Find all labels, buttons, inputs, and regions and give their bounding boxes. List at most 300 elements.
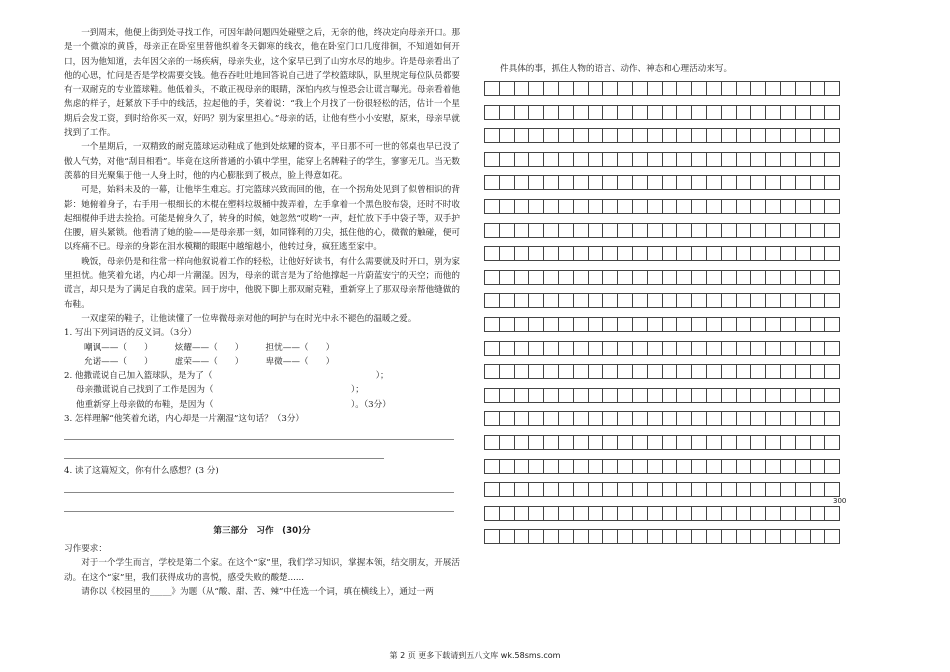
grid-cell[interactable] xyxy=(737,176,752,189)
grid-cell[interactable] xyxy=(618,365,633,378)
grid-cell[interactable] xyxy=(825,436,840,449)
grid-cell[interactable] xyxy=(707,129,722,142)
grid-cell[interactable] xyxy=(663,247,678,260)
grid-cell[interactable] xyxy=(692,82,707,95)
grid-cell[interactable] xyxy=(825,271,840,284)
grid-cell[interactable] xyxy=(663,530,678,543)
grid-cell[interactable] xyxy=(825,294,840,307)
grid-cell[interactable] xyxy=(811,82,826,95)
grid-cell[interactable] xyxy=(722,436,737,449)
grid-cell[interactable] xyxy=(648,389,663,402)
grid-cell[interactable] xyxy=(811,200,826,213)
grid-cell[interactable] xyxy=(500,176,515,189)
grid-cell[interactable] xyxy=(692,224,707,237)
grid-cell[interactable] xyxy=(589,460,604,473)
grid-cell[interactable] xyxy=(500,247,515,260)
grid-cell[interactable] xyxy=(618,224,633,237)
grid-cell[interactable] xyxy=(603,342,618,355)
grid-cell[interactable] xyxy=(825,530,840,543)
grid-cell[interactable] xyxy=(781,129,796,142)
grid-cell[interactable] xyxy=(633,412,648,425)
grid-cell[interactable] xyxy=(677,129,692,142)
grid-cell[interactable] xyxy=(781,247,796,260)
grid-cell[interactable] xyxy=(618,318,633,331)
grid-cell[interactable] xyxy=(677,436,692,449)
grid-cell[interactable] xyxy=(589,129,604,142)
grid-cell[interactable] xyxy=(648,271,663,284)
grid-cell[interactable] xyxy=(574,436,589,449)
grid-cell[interactable] xyxy=(648,294,663,307)
grid-cell[interactable] xyxy=(589,365,604,378)
grid-cell[interactable] xyxy=(648,483,663,496)
grid-cell[interactable] xyxy=(781,342,796,355)
grid-cell[interactable] xyxy=(618,271,633,284)
grid-cell[interactable] xyxy=(825,460,840,473)
grid-cell[interactable] xyxy=(559,271,574,284)
grid-cell[interactable] xyxy=(633,129,648,142)
grid-cell[interactable] xyxy=(722,342,737,355)
grid-cell[interactable] xyxy=(485,294,500,307)
grid-cell[interactable] xyxy=(707,82,722,95)
grid-cell[interactable] xyxy=(677,483,692,496)
grid-cell[interactable] xyxy=(544,507,559,520)
grid-cell[interactable] xyxy=(633,436,648,449)
grid-cell[interactable] xyxy=(648,106,663,119)
grid-cell[interactable] xyxy=(796,200,811,213)
grid-cell[interactable] xyxy=(633,365,648,378)
grid-cell[interactable] xyxy=(529,153,544,166)
grid-cell[interactable] xyxy=(485,271,500,284)
grid-cell[interactable] xyxy=(722,129,737,142)
grid-cell[interactable] xyxy=(500,389,515,402)
grid-cell[interactable] xyxy=(692,365,707,378)
grid-cell[interactable] xyxy=(544,129,559,142)
grid-cell[interactable] xyxy=(603,200,618,213)
grid-cell[interactable] xyxy=(825,153,840,166)
grid-cell[interactable] xyxy=(589,200,604,213)
grid-cell[interactable] xyxy=(500,129,515,142)
grid-cell[interactable] xyxy=(766,389,781,402)
grid-cell[interactable] xyxy=(485,365,500,378)
grid-cell[interactable] xyxy=(529,129,544,142)
grid-cell[interactable] xyxy=(722,530,737,543)
grid-cell[interactable] xyxy=(544,271,559,284)
grid-cell[interactable] xyxy=(544,294,559,307)
grid-cell[interactable] xyxy=(707,483,722,496)
grid-cell[interactable] xyxy=(737,129,752,142)
grid-cell[interactable] xyxy=(781,507,796,520)
grid-cell[interactable] xyxy=(796,436,811,449)
grid-cell[interactable] xyxy=(677,530,692,543)
grid-cell[interactable] xyxy=(707,247,722,260)
grid-cell[interactable] xyxy=(544,153,559,166)
grid-cell[interactable] xyxy=(515,82,530,95)
grid-cell[interactable] xyxy=(559,294,574,307)
grid-cell[interactable] xyxy=(811,436,826,449)
grid-cell[interactable] xyxy=(633,247,648,260)
grid-cell[interactable] xyxy=(766,294,781,307)
grid-cell[interactable] xyxy=(781,436,796,449)
grid-cell[interactable] xyxy=(766,153,781,166)
grid-cell[interactable] xyxy=(692,176,707,189)
grid-cell[interactable] xyxy=(663,129,678,142)
grid-cell[interactable] xyxy=(633,530,648,543)
grid-cell[interactable] xyxy=(618,530,633,543)
grid-cell[interactable] xyxy=(663,436,678,449)
grid-cell[interactable] xyxy=(633,176,648,189)
grid-cell[interactable] xyxy=(796,176,811,189)
grid-cell[interactable] xyxy=(722,224,737,237)
grid-cell[interactable] xyxy=(692,412,707,425)
grid-cell[interactable] xyxy=(633,507,648,520)
grid-cell[interactable] xyxy=(485,389,500,402)
grid-cell[interactable] xyxy=(529,224,544,237)
grid-cell[interactable] xyxy=(722,153,737,166)
grid-cell[interactable] xyxy=(677,389,692,402)
grid-cell[interactable] xyxy=(751,294,766,307)
grid-cell[interactable] xyxy=(825,483,840,496)
grid-cell[interactable] xyxy=(751,318,766,331)
grid-cell[interactable] xyxy=(559,389,574,402)
grid-cell[interactable] xyxy=(529,389,544,402)
grid-cell[interactable] xyxy=(677,507,692,520)
grid-cell[interactable] xyxy=(574,106,589,119)
grid-cell[interactable] xyxy=(515,200,530,213)
grid-cell[interactable] xyxy=(603,82,618,95)
grid-cell[interactable] xyxy=(618,176,633,189)
grid-cell[interactable] xyxy=(751,106,766,119)
grid-cell[interactable] xyxy=(603,129,618,142)
grid-cell[interactable] xyxy=(751,412,766,425)
grid-cell[interactable] xyxy=(781,318,796,331)
grid-cell[interactable] xyxy=(544,412,559,425)
grid-cell[interactable] xyxy=(811,129,826,142)
grid-cell[interactable] xyxy=(574,224,589,237)
grid-cell[interactable] xyxy=(648,507,663,520)
grid-cell[interactable] xyxy=(692,153,707,166)
grid-cell[interactable] xyxy=(603,507,618,520)
grid-cell[interactable] xyxy=(811,389,826,402)
grid-cell[interactable] xyxy=(589,436,604,449)
grid-cell[interactable] xyxy=(766,342,781,355)
grid-cell[interactable] xyxy=(618,342,633,355)
grid-cell[interactable] xyxy=(529,530,544,543)
grid-cell[interactable] xyxy=(663,412,678,425)
grid-cell[interactable] xyxy=(515,318,530,331)
grid-cell[interactable] xyxy=(500,200,515,213)
grid-cell[interactable] xyxy=(692,342,707,355)
grid-cell[interactable] xyxy=(544,389,559,402)
grid-cell[interactable] xyxy=(737,82,752,95)
grid-cell[interactable] xyxy=(677,106,692,119)
grid-cell[interactable] xyxy=(500,530,515,543)
grid-cell[interactable] xyxy=(633,200,648,213)
grid-cell[interactable] xyxy=(618,200,633,213)
grid-cell[interactable] xyxy=(722,412,737,425)
grid-cell[interactable] xyxy=(574,247,589,260)
grid-cell[interactable] xyxy=(707,412,722,425)
grid-cell[interactable] xyxy=(796,342,811,355)
grid-cell[interactable] xyxy=(574,530,589,543)
grid-cell[interactable] xyxy=(529,483,544,496)
grid-cell[interactable] xyxy=(589,389,604,402)
grid-cell[interactable] xyxy=(811,294,826,307)
grid-cell[interactable] xyxy=(485,106,500,119)
grid-cell[interactable] xyxy=(603,106,618,119)
grid-cell[interactable] xyxy=(692,507,707,520)
grid-cell[interactable] xyxy=(751,82,766,95)
grid-cell[interactable] xyxy=(529,436,544,449)
grid-cell[interactable] xyxy=(781,460,796,473)
grid-cell[interactable] xyxy=(811,318,826,331)
grid-cell[interactable] xyxy=(485,436,500,449)
grid-cell[interactable] xyxy=(677,412,692,425)
grid-cell[interactable] xyxy=(751,530,766,543)
grid-cell[interactable] xyxy=(618,82,633,95)
grid-cell[interactable] xyxy=(485,224,500,237)
grid-cell[interactable] xyxy=(485,200,500,213)
grid-cell[interactable] xyxy=(751,129,766,142)
grid-cell[interactable] xyxy=(500,342,515,355)
grid-cell[interactable] xyxy=(796,271,811,284)
grid-cell[interactable] xyxy=(811,271,826,284)
grid-cell[interactable] xyxy=(648,153,663,166)
answer-line[interactable] xyxy=(64,498,454,512)
grid-cell[interactable] xyxy=(529,342,544,355)
grid-cell[interactable] xyxy=(796,460,811,473)
grid-cell[interactable] xyxy=(515,436,530,449)
grid-cell[interactable] xyxy=(529,365,544,378)
grid-cell[interactable] xyxy=(766,200,781,213)
answer-line[interactable] xyxy=(64,479,454,493)
grid-cell[interactable] xyxy=(603,530,618,543)
grid-cell[interactable] xyxy=(648,224,663,237)
grid-cell[interactable] xyxy=(515,460,530,473)
grid-cell[interactable] xyxy=(648,412,663,425)
grid-cell[interactable] xyxy=(618,412,633,425)
grid-cell[interactable] xyxy=(766,176,781,189)
grid-cell[interactable] xyxy=(544,365,559,378)
grid-cell[interactable] xyxy=(618,106,633,119)
grid-cell[interactable] xyxy=(574,412,589,425)
grid-cell[interactable] xyxy=(544,530,559,543)
grid-cell[interactable] xyxy=(529,412,544,425)
grid-cell[interactable] xyxy=(751,365,766,378)
grid-cell[interactable] xyxy=(589,483,604,496)
grid-cell[interactable] xyxy=(648,436,663,449)
grid-cell[interactable] xyxy=(796,530,811,543)
grid-cell[interactable] xyxy=(707,318,722,331)
grid-cell[interactable] xyxy=(648,365,663,378)
grid-cell[interactable] xyxy=(574,342,589,355)
grid-cell[interactable] xyxy=(633,318,648,331)
grid-cell[interactable] xyxy=(796,507,811,520)
grid-cell[interactable] xyxy=(515,224,530,237)
grid-cell[interactable] xyxy=(722,460,737,473)
grid-cell[interactable] xyxy=(663,483,678,496)
grid-cell[interactable] xyxy=(781,530,796,543)
grid-cell[interactable] xyxy=(677,200,692,213)
grid-cell[interactable] xyxy=(633,483,648,496)
grid-cell[interactable] xyxy=(766,412,781,425)
grid-cell[interactable] xyxy=(618,436,633,449)
grid-cell[interactable] xyxy=(633,460,648,473)
grid-cell[interactable] xyxy=(663,271,678,284)
grid-cell[interactable] xyxy=(500,224,515,237)
grid-cell[interactable] xyxy=(737,153,752,166)
grid-cell[interactable] xyxy=(663,318,678,331)
answer-line[interactable] xyxy=(64,426,454,440)
grid-cell[interactable] xyxy=(707,460,722,473)
grid-cell[interactable] xyxy=(515,389,530,402)
grid-cell[interactable] xyxy=(603,294,618,307)
grid-cell[interactable] xyxy=(737,247,752,260)
grid-cell[interactable] xyxy=(722,82,737,95)
grid-cell[interactable] xyxy=(751,271,766,284)
grid-cell[interactable] xyxy=(663,389,678,402)
grid-cell[interactable] xyxy=(751,483,766,496)
grid-cell[interactable] xyxy=(633,106,648,119)
grid-cell[interactable] xyxy=(796,247,811,260)
grid-cell[interactable] xyxy=(515,129,530,142)
grid-cell[interactable] xyxy=(603,365,618,378)
grid-cell[interactable] xyxy=(574,153,589,166)
grid-cell[interactable] xyxy=(559,507,574,520)
grid-cell[interactable] xyxy=(811,153,826,166)
grid-cell[interactable] xyxy=(544,483,559,496)
grid-cell[interactable] xyxy=(737,318,752,331)
grid-cell[interactable] xyxy=(589,271,604,284)
grid-cell[interactable] xyxy=(692,530,707,543)
grid-cell[interactable] xyxy=(692,436,707,449)
grid-cell[interactable] xyxy=(707,294,722,307)
grid-cell[interactable] xyxy=(722,365,737,378)
grid-cell[interactable] xyxy=(485,176,500,189)
grid-cell[interactable] xyxy=(811,176,826,189)
grid-cell[interactable] xyxy=(825,106,840,119)
grid-cell[interactable] xyxy=(603,436,618,449)
grid-cell[interactable] xyxy=(574,294,589,307)
grid-cell[interactable] xyxy=(692,318,707,331)
grid-cell[interactable] xyxy=(737,460,752,473)
grid-cell[interactable] xyxy=(618,507,633,520)
grid-cell[interactable] xyxy=(500,507,515,520)
grid-cell[interactable] xyxy=(574,507,589,520)
grid-cell[interactable] xyxy=(485,247,500,260)
grid-cell[interactable] xyxy=(603,247,618,260)
grid-cell[interactable] xyxy=(603,153,618,166)
grid-cell[interactable] xyxy=(781,271,796,284)
grid-cell[interactable] xyxy=(825,129,840,142)
grid-cell[interactable] xyxy=(766,483,781,496)
grid-cell[interactable] xyxy=(707,365,722,378)
grid-cell[interactable] xyxy=(663,200,678,213)
grid-cell[interactable] xyxy=(544,200,559,213)
grid-cell[interactable] xyxy=(663,153,678,166)
grid-cell[interactable] xyxy=(825,176,840,189)
grid-cell[interactable] xyxy=(825,224,840,237)
grid-cell[interactable] xyxy=(796,129,811,142)
grid-cell[interactable] xyxy=(648,176,663,189)
grid-cell[interactable] xyxy=(648,200,663,213)
grid-cell[interactable] xyxy=(766,460,781,473)
grid-cell[interactable] xyxy=(692,200,707,213)
grid-cell[interactable] xyxy=(515,483,530,496)
grid-cell[interactable] xyxy=(485,530,500,543)
grid-cell[interactable] xyxy=(825,318,840,331)
grid-cell[interactable] xyxy=(692,460,707,473)
grid-cell[interactable] xyxy=(692,106,707,119)
grid-cell[interactable] xyxy=(707,507,722,520)
grid-cell[interactable] xyxy=(603,271,618,284)
grid-cell[interactable] xyxy=(529,176,544,189)
grid-cell[interactable] xyxy=(574,483,589,496)
grid-cell[interactable] xyxy=(574,365,589,378)
grid-cell[interactable] xyxy=(707,389,722,402)
grid-cell[interactable] xyxy=(559,483,574,496)
grid-cell[interactable] xyxy=(618,460,633,473)
grid-cell[interactable] xyxy=(692,294,707,307)
grid-cell[interactable] xyxy=(722,106,737,119)
grid-cell[interactable] xyxy=(751,436,766,449)
grid-cell[interactable] xyxy=(737,412,752,425)
grid-cell[interactable] xyxy=(781,200,796,213)
grid-cell[interactable] xyxy=(529,247,544,260)
grid-cell[interactable] xyxy=(722,271,737,284)
grid-cell[interactable] xyxy=(722,318,737,331)
grid-cell[interactable] xyxy=(515,507,530,520)
grid-cell[interactable] xyxy=(529,318,544,331)
grid-cell[interactable] xyxy=(589,412,604,425)
grid-cell[interactable] xyxy=(663,106,678,119)
grid-cell[interactable] xyxy=(811,460,826,473)
grid-cell[interactable] xyxy=(589,507,604,520)
grid-cell[interactable] xyxy=(737,389,752,402)
grid-cell[interactable] xyxy=(781,82,796,95)
grid-cell[interactable] xyxy=(618,483,633,496)
grid-cell[interactable] xyxy=(648,342,663,355)
grid-cell[interactable] xyxy=(559,342,574,355)
grid-cell[interactable] xyxy=(485,129,500,142)
grid-cell[interactable] xyxy=(722,200,737,213)
grid-cell[interactable] xyxy=(766,365,781,378)
grid-cell[interactable] xyxy=(677,247,692,260)
grid-cell[interactable] xyxy=(544,460,559,473)
grid-cell[interactable] xyxy=(633,342,648,355)
grid-cell[interactable] xyxy=(559,176,574,189)
grid-cell[interactable] xyxy=(515,176,530,189)
grid-cell[interactable] xyxy=(603,389,618,402)
grid-cell[interactable] xyxy=(825,507,840,520)
grid-cell[interactable] xyxy=(633,271,648,284)
grid-cell[interactable] xyxy=(529,200,544,213)
grid-cell[interactable] xyxy=(796,224,811,237)
grid-cell[interactable] xyxy=(737,200,752,213)
grid-cell[interactable] xyxy=(485,318,500,331)
grid-cell[interactable] xyxy=(574,389,589,402)
grid-cell[interactable] xyxy=(633,82,648,95)
grid-cell[interactable] xyxy=(677,365,692,378)
grid-cell[interactable] xyxy=(589,294,604,307)
grid-cell[interactable] xyxy=(574,271,589,284)
grid-cell[interactable] xyxy=(603,483,618,496)
grid-cell[interactable] xyxy=(589,342,604,355)
grid-cell[interactable] xyxy=(648,82,663,95)
grid-cell[interactable] xyxy=(663,224,678,237)
grid-cell[interactable] xyxy=(781,365,796,378)
grid-cell[interactable] xyxy=(677,342,692,355)
grid-cell[interactable] xyxy=(811,507,826,520)
